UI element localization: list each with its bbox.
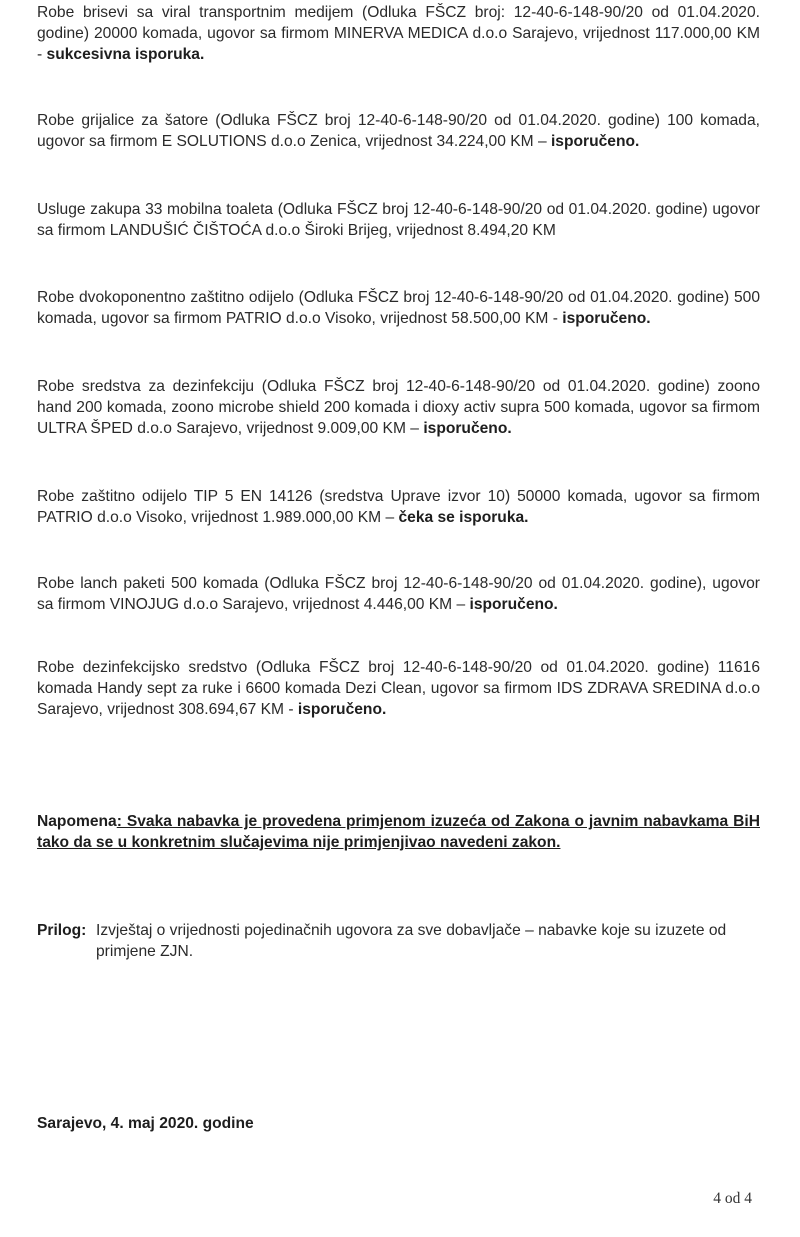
- procurement-item: [37, 486, 760, 528]
- item-text: Robe dezinfekcijsko sredstvo (Odluka FŠCZ broj 12-40-6-148-90/20 od 01.04.2020. godine) 11616 komada Handy sept za ruke i 6600 komada Dezi Clean, ugovor sa firmom IDS ZDRAVA SREDINA d.o.o Sarajevo, vrijednost 308.694,67 KM -: [37, 659, 760, 718]
- note-label: Napomena: [37, 813, 117, 830]
- item-status: isporučeno.: [550, 133, 640, 150]
- attachment-label: Prilog:: [37, 922, 87, 939]
- procurement-item: [37, 376, 760, 439]
- procurement-item: [37, 657, 760, 720]
- item-text: Robe sredstva za dezinfekciju (Odluka FŠCZ broj 12-40-6-148-90/20 od 01.04.2020. godine) zoono hand 200 komada, zoono microbe shield 200 komada i dioxy activ supra 500 komada, ugovor sa firmom ULTRA ŠPED d.o.o Sarajevo, vrijednost 9.009,00 KM –: [37, 378, 760, 437]
- document-date: Sarajevo, 4. maj 2020. godine: [37, 1115, 254, 1132]
- item-status: isporučeno.: [297, 701, 387, 718]
- procurement-item: [37, 573, 760, 615]
- procurement-item: [37, 2, 760, 65]
- item-text: Robe zaštitno odijelo TIP 5 EN 14126 (sredstva Uprave izvor 10) 50000 komada, ugovor sa firmom PATRIO d.o.o Visoko, vrijednost 1.989.000,00 KM –: [37, 488, 760, 526]
- item-status: isporučeno.: [562, 310, 651, 327]
- procurement-item: [37, 199, 760, 241]
- item-text: Robe brisevi sa viral transportnim medijem (Odluka FŠCZ broj: 12-40-6-148-90/20 od 01.04.2020. godine) 20000 komada, ugovor sa firmom MINERVA MEDICA d.o.o Sarajevo, vrijednost 117.000,00 KM -: [37, 4, 760, 63]
- attachment-text: Izvještaj o vrijednosti pojedinačnih ugovora za sve dobavljače – nabavke koje su izuzete od primjene ZJN.: [96, 922, 727, 960]
- item-status: sukcesivna isporuka.: [46, 46, 205, 63]
- item-status: isporučeno.: [423, 420, 512, 437]
- procurement-item: [37, 287, 760, 329]
- page-number: 4 od 4: [713, 1190, 752, 1207]
- item-status: isporučeno.: [469, 596, 558, 613]
- item-status: čeka se isporuka.: [398, 509, 529, 526]
- note-text: : Svaka nabavka je provedena primjenom izuzeća od Zakona o javnim nabavkama BiH tako da se u konkretnim slučajevima nije primjenjivao navedeni zakon.: [37, 813, 760, 851]
- item-text: Robe grijalice za šatore (Odluka FŠCZ broj 12-40-6-148-90/20 od 01.04.2020. godine) 100 komada, ugovor sa firmom E SOLUTIONS d.o.o Zenica, vrijednost 34.224,00 KM –: [37, 112, 760, 150]
- procurement-item: [37, 110, 760, 152]
- attachment-paragraph: [37, 920, 760, 962]
- item-text: Usluge zakupa 33 mobilna toaleta (Odluka FŠCZ broj 12-40-6-148-90/20 od 01.04.2020. godine) ugovor sa firmom LANDUŠIĆ ČIŠTOĆA d.o.o Široki Brijeg, vrijednost 8.494,20 KM: [37, 201, 760, 239]
- item-text: Robe lanch paketi 500 komada (Odluka FŠCZ broj 12-40-6-148-90/20 od 01.04.2020. godine), ugovor sa firmom VINOJUG d.o.o Sarajevo, vrijednost 4.446,00 KM –: [37, 575, 760, 613]
- item-text: Robe dvokoponentno zaštitno odijelo (Odluka FŠCZ broj 12-40-6-148-90/20 od 01.04.2020. godine) 500 komada, ugovor sa firmom PATRIO d.o.o Visoko, vrijednost 58.500,00 KM -: [37, 289, 760, 327]
- note-paragraph: [37, 811, 760, 853]
